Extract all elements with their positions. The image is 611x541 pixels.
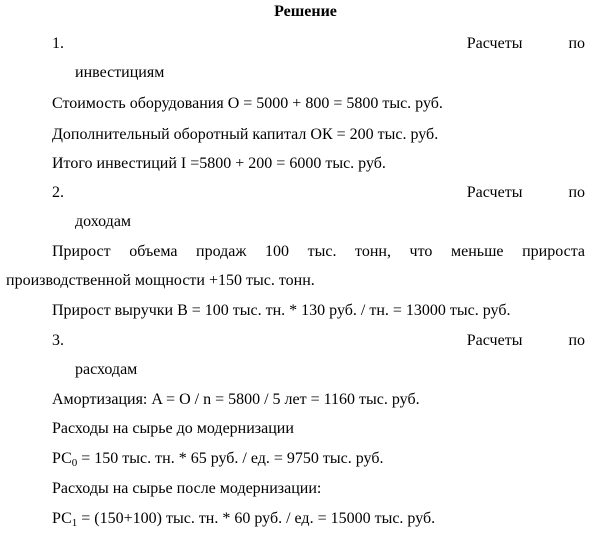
working-capital-line: Дополнительный оборотный капитал ОК = 200 тыс. руб.	[52, 126, 439, 143]
section-3-heading	[52, 331, 585, 351]
total-investment-line: Итого инвестиций I =5800 + 200 = 6000 тыс. руб.	[52, 155, 386, 172]
section-2-word-1: Расчеты	[466, 184, 523, 201]
section-3-word-1: Расчеты	[466, 332, 523, 349]
amortization-line: Амортизация: A = O / n = 5800 / 5 лет = 1160 тыс. руб.	[52, 391, 420, 408]
section-1-word-1: Расчеты	[466, 35, 523, 52]
raw-cost-before-formula	[52, 449, 383, 469]
rc1-subscript: 1	[71, 517, 78, 529]
rc0-expression: = 150 тыс. тн. * 65 руб. / ед. = 9750 тыс. руб.	[77, 450, 384, 467]
section-3-word-2: по	[568, 332, 585, 349]
section-1-number: 1.	[52, 35, 64, 52]
section-2-heading	[52, 183, 585, 203]
section-2-number: 2.	[52, 184, 64, 201]
page-title: Решение	[274, 3, 337, 20]
section-1-heading	[52, 34, 585, 54]
rc0-subscript: 0	[71, 457, 78, 469]
raw-cost-before-heading: Расходы на сырье до модернизации	[52, 420, 294, 437]
section-2-heading-cont: доходам	[75, 213, 132, 230]
section-1-heading-cont: инвестициям	[75, 64, 165, 81]
revenue-growth-line: Прирост выручки В = 100 тыс. тн. * 130 руб. / тн. = 13000 тыс. руб.	[52, 302, 511, 319]
rc1-symbol: РС	[52, 510, 72, 527]
sales-growth-line-2: производственной мощности +150 тыс. тонн.	[6, 272, 315, 289]
section-1-word-2: по	[568, 35, 585, 52]
sales-growth-line-1: Прирост объема продаж 100 тыс. тонн, что меньше прироста	[52, 243, 585, 260]
section-3-heading-cont: расходам	[75, 361, 138, 378]
section-2-word-2: по	[568, 184, 585, 201]
raw-cost-after-formula	[52, 509, 435, 529]
raw-cost-after-heading: Расходы на сырье после модернизации:	[52, 480, 322, 497]
section-3-number: 3.	[52, 332, 64, 349]
rc1-expression: = (150+100) тыс. тн. * 60 руб. / ед. = 15000 тыс. руб.	[77, 510, 436, 527]
rc0-symbol: РС	[52, 450, 72, 467]
equipment-cost-line: Стоимость оборудования О = 5000 + 800 = 5800 тыс. руб.	[52, 95, 443, 112]
